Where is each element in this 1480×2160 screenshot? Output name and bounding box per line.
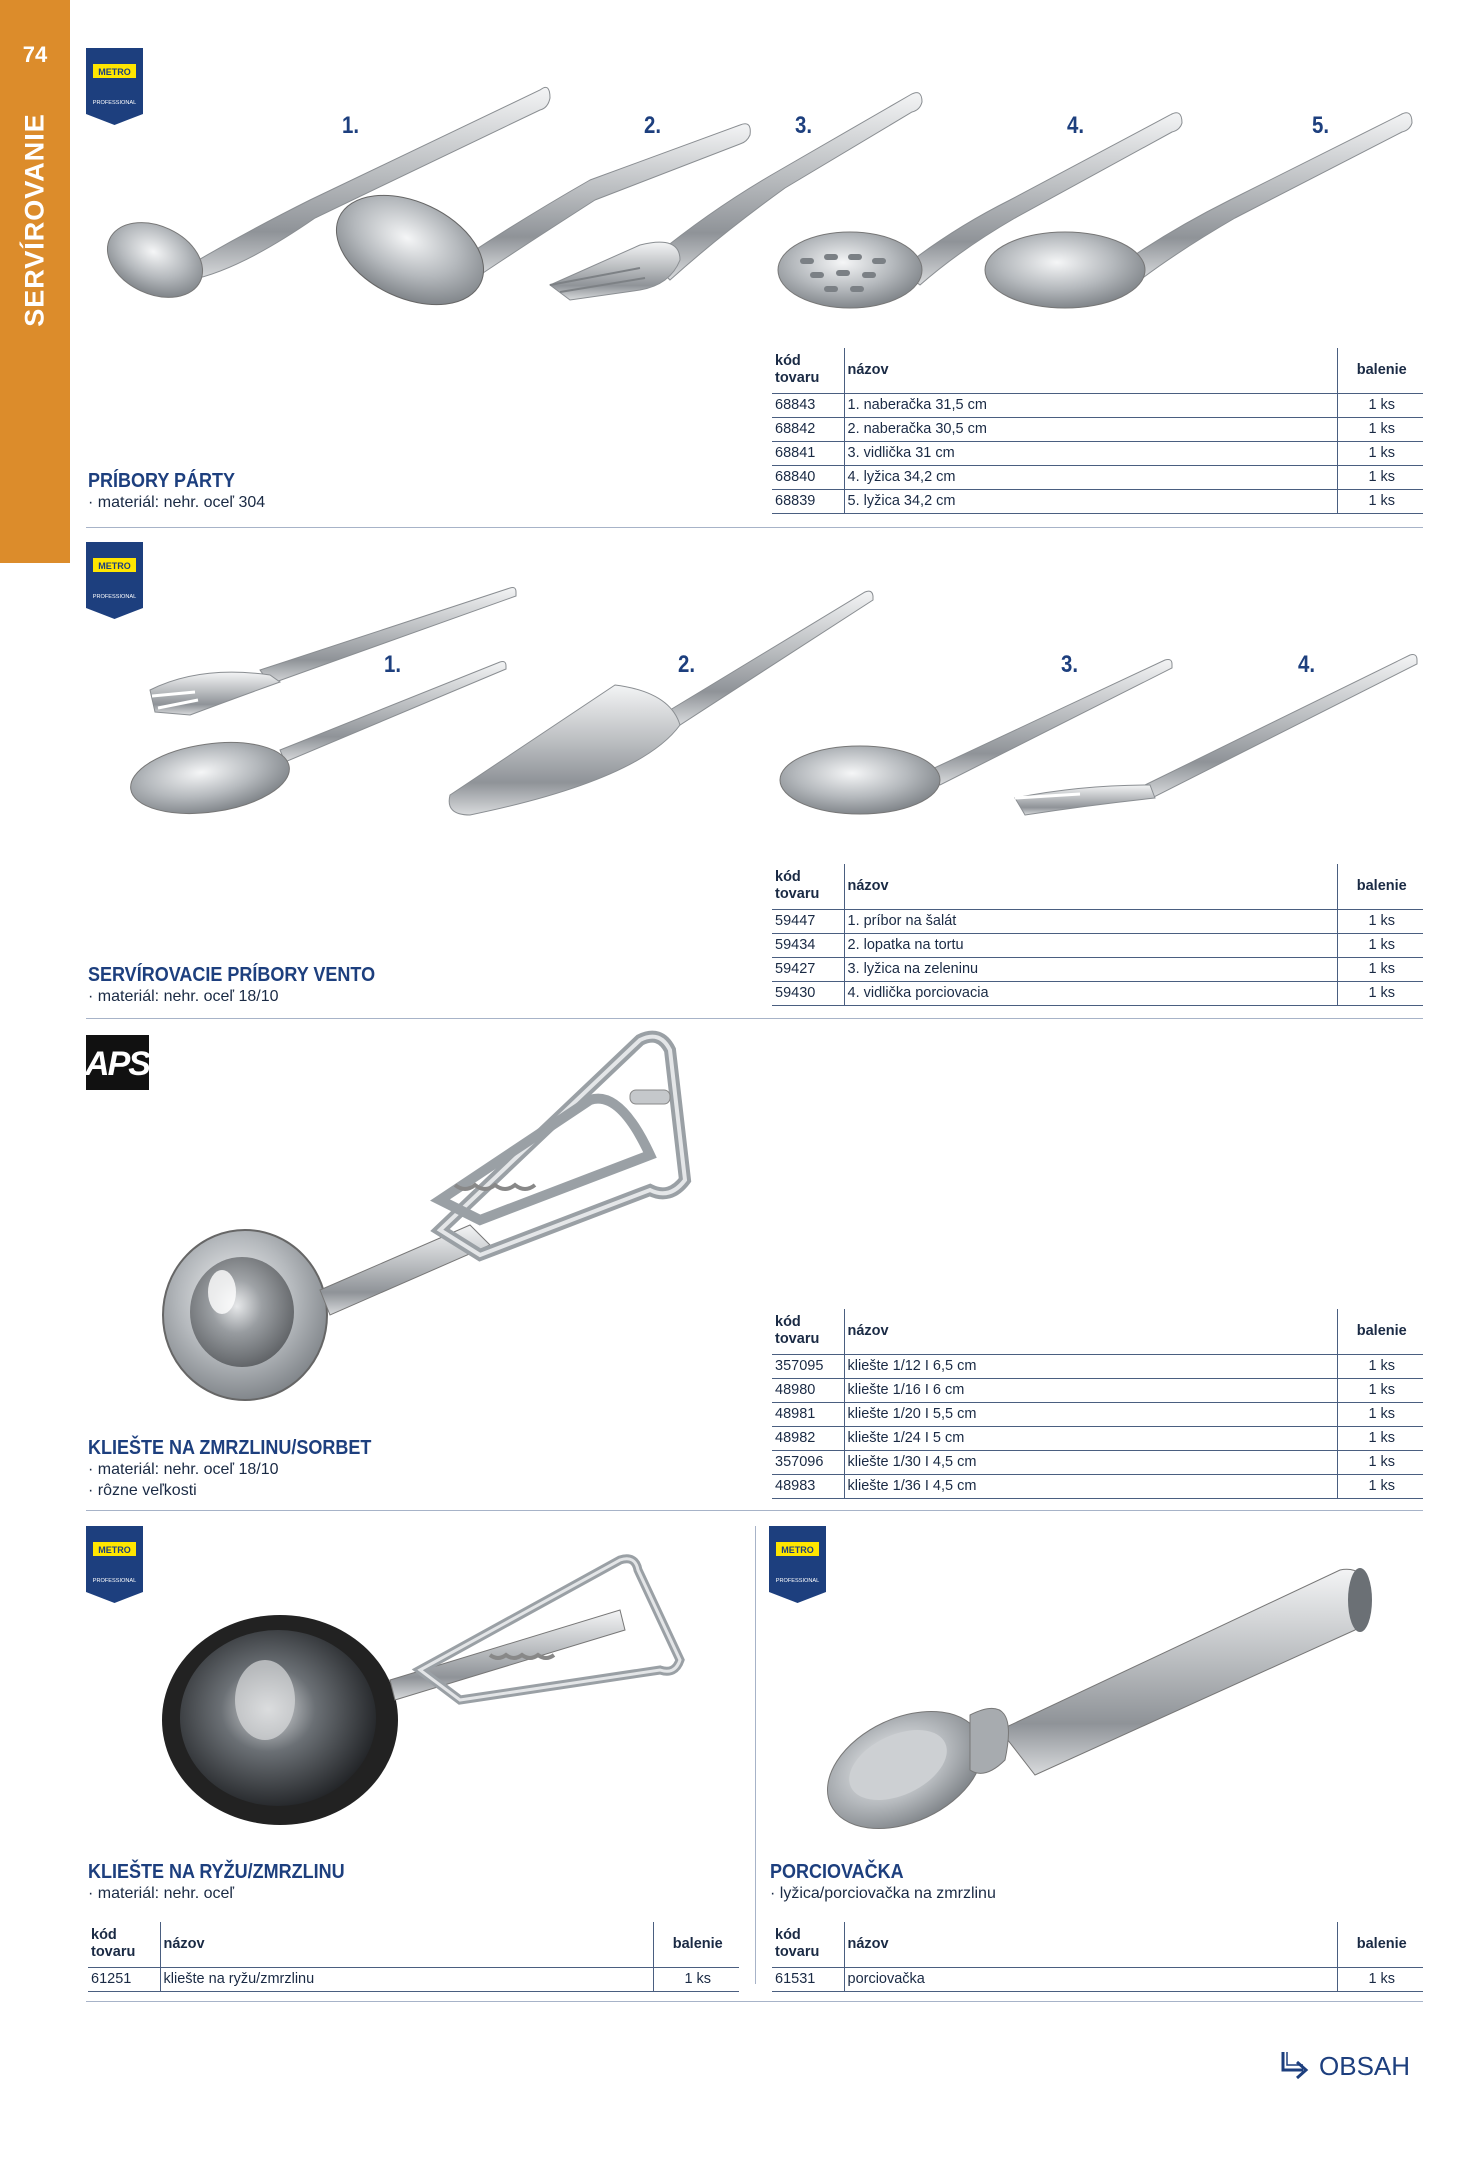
product-table <box>772 1922 1423 1992</box>
table-row: 48983 kliešte 1/36 I 4,5 cm 1 ks <box>772 1474 1423 1498</box>
product-table <box>772 1309 1423 1499</box>
product-title: KLIEŠTE NA ZMRZLINU/SORBET <box>88 1437 372 1459</box>
table-row: 68840 4. lyžica 34,2 cm 1 ks <box>772 465 1423 489</box>
professional-label: PROFESSIONAL <box>92 1578 137 1584</box>
product-title: SERVÍROVACIE PRÍBORY VENTO <box>88 964 376 986</box>
code-header: kód tovaru <box>88 1922 160 1967</box>
table-row: 357096 kliešte 1/30 I 4,5 cm 1 ks <box>772 1450 1423 1474</box>
arrow-down-right-icon <box>1277 2048 1313 2084</box>
product-bullet: · materiál: nehr. oceľ 304 <box>88 494 266 511</box>
aps-label: APS <box>86 1045 149 1083</box>
table-row: 59434 2. lopatka na tortu 1 ks <box>772 933 1423 957</box>
table-row: 59430 4. vidlička porciovacia 1 ks <box>772 981 1423 1005</box>
item-number: 1. <box>384 651 402 678</box>
metro-label: METRO <box>781 1545 814 1555</box>
item-number: 2. <box>644 112 662 139</box>
item-number: 1. <box>342 112 360 139</box>
product-table <box>772 864 1423 1006</box>
code-header: kód tovaru <box>772 1309 844 1354</box>
name-header: názov <box>844 1309 1337 1354</box>
section-divider <box>86 527 1423 528</box>
product-bullet: · materiál: nehr. oceľ 18/10 <box>88 988 279 1005</box>
name-header: názov <box>844 348 1337 393</box>
table-row: 68843 1. naberačka 31,5 cm 1 ks <box>772 393 1423 417</box>
product-table <box>772 348 1423 514</box>
table-of-contents-link[interactable] <box>1277 2048 1410 2084</box>
item-number: 2. <box>678 651 696 678</box>
pack-header: balenie <box>1337 348 1423 393</box>
section-divider <box>86 1018 1423 1019</box>
table-header-row <box>772 1309 1423 1354</box>
table-row: 68841 3. vidlička 31 cm 1 ks <box>772 441 1423 465</box>
product-bullet: · materiál: nehr. oceľ 18/10 <box>88 1461 279 1478</box>
table-header-row <box>88 1922 739 1967</box>
table-header-row <box>772 348 1423 393</box>
item-number: 3. <box>1061 651 1079 678</box>
section-title: SERVÍROVANIE <box>19 113 50 327</box>
table-row: 68839 5. lyžica 34,2 cm 1 ks <box>772 489 1423 513</box>
party-utensils-illustration <box>80 70 1450 340</box>
table-row: 48981 kliešte 1/20 I 5,5 cm 1 ks <box>772 1402 1423 1426</box>
item-number: 5. <box>1312 112 1330 139</box>
section-divider <box>86 2001 1423 2002</box>
product-bullet: · rôzne veľkosti <box>88 1482 197 1499</box>
table-row: 61251 kliešte na ryžu/zmrzlinu 1 ks <box>88 1967 739 1991</box>
item-number: 4. <box>1298 651 1316 678</box>
table-row: 357095 kliešte 1/12 I 6,5 cm 1 ks <box>772 1354 1423 1378</box>
section-divider <box>86 1510 1423 1511</box>
metro-professional-logo <box>86 1526 143 1603</box>
code-header: kód tovaru <box>772 864 844 909</box>
professional-label: PROFESSIONAL <box>92 100 137 106</box>
name-header: názov <box>844 1922 1337 1967</box>
name-header: názov <box>844 864 1337 909</box>
table-header-row <box>772 1922 1423 1967</box>
product-title: PRÍBORY PÁRTY <box>88 470 236 492</box>
vento-utensils-illustration <box>80 580 1450 840</box>
metro-label: METRO <box>98 1545 131 1555</box>
table-row: 59447 1. príbor na šalát 1 ks <box>772 909 1423 933</box>
pack-header: balenie <box>1337 1309 1423 1354</box>
page-number: 74 <box>22 42 48 67</box>
code-header: kód tovaru <box>772 1922 844 1967</box>
pack-header: balenie <box>1337 864 1423 909</box>
item-number: 3. <box>795 112 813 139</box>
table-row: 61531 porciovačka 1 ks <box>772 1967 1423 1991</box>
pack-header: balenie <box>1337 1922 1423 1967</box>
professional-label: PROFESSIONAL <box>775 1578 820 1584</box>
metro-label: METRO <box>98 561 131 571</box>
product-title: KLIEŠTE NA RYŽU/ZMRZLINU <box>88 1861 345 1883</box>
product-table <box>88 1922 739 1992</box>
table-row: 68842 2. naberačka 30,5 cm 1 ks <box>772 417 1423 441</box>
ice-cream-scoop-illustration <box>150 1030 710 1410</box>
metro-professional-logo <box>769 1526 826 1603</box>
table-header-row <box>772 864 1423 909</box>
table-row: 59427 3. lyžica na zeleninu 1 ks <box>772 957 1423 981</box>
name-header: názov <box>160 1922 653 1967</box>
item-number: 4. <box>1067 112 1085 139</box>
code-header: kód tovaru <box>772 348 844 393</box>
portion-scoop-illustration <box>820 1550 1380 1840</box>
column-divider <box>755 1526 756 1984</box>
table-row: 48980 kliešte 1/16 I 6 cm 1 ks <box>772 1378 1423 1402</box>
table-of-contents-label[interactable]: OBSAH <box>1319 2050 1411 2081</box>
product-bullet: · materiál: nehr. oceľ <box>88 1885 235 1902</box>
rice-scoop-illustration <box>160 1550 700 1850</box>
table-row: 48982 kliešte 1/24 I 5 cm 1 ks <box>772 1426 1423 1450</box>
pack-header: balenie <box>653 1922 739 1967</box>
metro-label: METRO <box>98 67 131 77</box>
aps-logo <box>86 1035 149 1090</box>
product-bullet: · lyžica/porciovačka na zmrzlinu <box>770 1885 996 1902</box>
product-title: PORCIOVAČKA <box>770 1861 904 1883</box>
professional-label: PROFESSIONAL <box>92 594 137 600</box>
